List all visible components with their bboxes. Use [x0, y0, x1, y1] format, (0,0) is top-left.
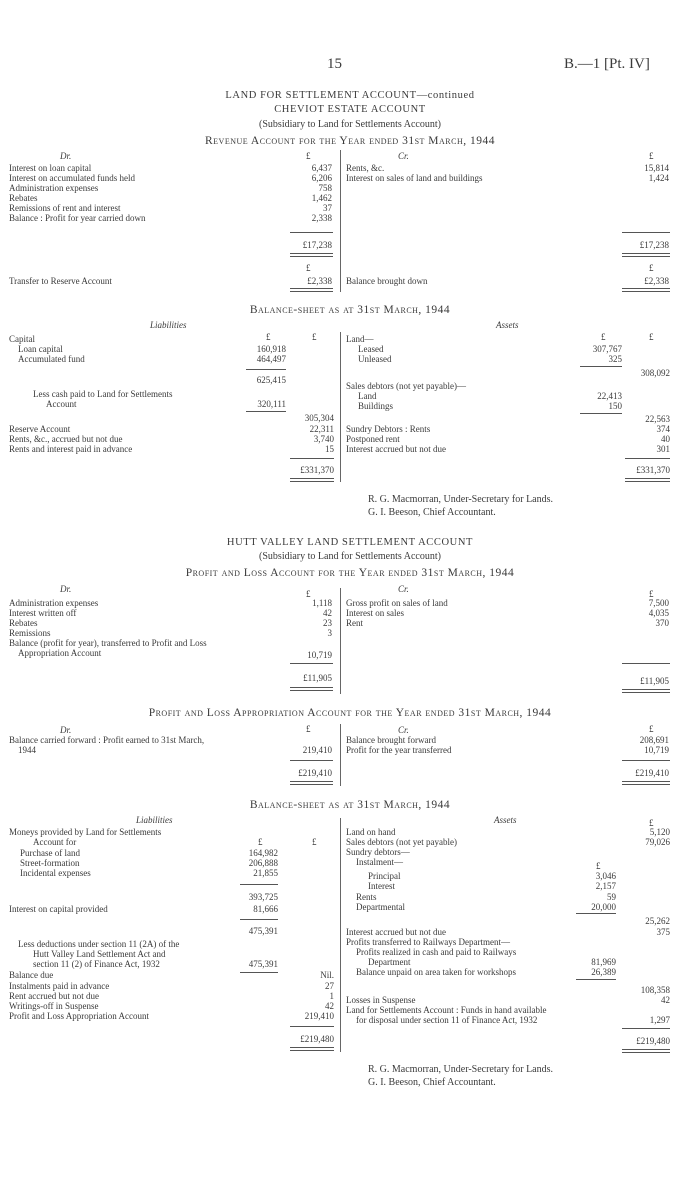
signature-line: G. I. Beeson, Chief Accountant.	[368, 1077, 496, 1088]
subtotal-rule	[246, 369, 286, 370]
ledger-label: Less cash paid to Land for Settlements	[33, 389, 173, 399]
ledger-label: Moneys provided by Land for Settlements	[9, 827, 162, 837]
double-rule	[290, 253, 333, 257]
subtotal-rule	[580, 366, 622, 367]
ledger-label: section 11 (2) of Finance Act, 1932	[33, 959, 160, 969]
cr-label: Cr.	[398, 584, 409, 594]
dr-label: Dr.	[60, 584, 72, 594]
ledger-label: Accumulated fund	[18, 354, 85, 364]
ledger-label: Rebates	[9, 618, 38, 628]
ledger-amount: 208,691	[639, 735, 669, 745]
ledger-amount: 42	[325, 1001, 334, 1011]
ledger-amount: 1,118	[312, 598, 332, 608]
double-rule	[290, 288, 333, 292]
ledger-amount: 26,389	[591, 967, 616, 977]
ledger-amount: 42	[661, 995, 670, 1005]
ledger-label: Street-formation	[20, 858, 80, 868]
double-rule	[622, 1049, 670, 1053]
ledger-amount: 375	[656, 927, 670, 937]
ledger-label: Loan capital	[18, 344, 63, 354]
ledger-label: Sundry debtors—	[346, 847, 410, 857]
total-rule	[622, 663, 670, 664]
assets-label: Assets	[496, 320, 519, 330]
column-divider	[340, 332, 341, 482]
ledger-amount: 22,563	[645, 414, 670, 424]
ledger-amount: £2,338	[307, 276, 332, 286]
ledger-amount: 1,462	[311, 193, 332, 203]
ledger-amount: 79,026	[645, 837, 670, 847]
signature-line: G. I. Beeson, Chief Accountant.	[368, 507, 496, 518]
credit-total: £219,410	[635, 768, 669, 778]
ledger-label: Land on hand	[346, 827, 396, 837]
pound-sign: £	[266, 332, 271, 342]
signature-line: R. G. Macmorran, Under-Secretary for Lands.	[368, 494, 554, 505]
subtotal-rule	[240, 972, 278, 973]
ledger-amount: 625,415	[256, 375, 286, 385]
ledger-label: Rents, &c., accrued but not due	[9, 434, 123, 444]
ledger-amount: 15,814	[644, 163, 669, 173]
ledger-label: Profits transferred to Railways Department—	[346, 937, 510, 947]
ledger-label: Interest accrued but not due	[346, 927, 446, 937]
ledger-label: Rent accrued but not due	[9, 991, 99, 1001]
ledger-label: Gross profit on sales of land	[346, 598, 448, 608]
ledger-label: Balance (profit for year), transferred to Profit and Loss	[9, 638, 207, 648]
ledger-amount: 370	[655, 618, 669, 628]
debit-total: £11,905	[303, 673, 332, 683]
ledger-amount: 22,311	[309, 424, 334, 434]
subtotal-rule	[576, 979, 616, 980]
total-rule	[622, 1028, 670, 1029]
total-rule	[290, 760, 333, 761]
ledger-amount: Nil.	[320, 970, 334, 980]
ledger-amount: 22,413	[597, 391, 622, 401]
ledger-label: Principal	[368, 871, 401, 881]
ledger-label: Buildings	[358, 401, 394, 411]
double-rule	[290, 478, 334, 482]
ledger-amount: 325	[608, 354, 622, 364]
credit-total: £17,238	[639, 240, 669, 250]
pound-sign: £	[649, 151, 654, 161]
total-rule	[290, 458, 334, 459]
ledger-label: Departmental	[356, 902, 405, 912]
ledger-label: Balance unpaid on area taken for workshops	[356, 967, 516, 977]
ledger-label: Rebates	[9, 193, 38, 203]
ledger-label: Balance due	[9, 970, 54, 980]
ledger-label: Rents and interest paid in advance	[9, 444, 133, 454]
ledger-amount: 301	[656, 444, 670, 454]
pound-sign: £	[649, 589, 654, 599]
ledger-amount: 10,719	[307, 650, 332, 660]
page-number: 15	[327, 56, 342, 72]
ledger-label: Account	[46, 399, 77, 409]
total-rule	[290, 1026, 334, 1027]
ledger-amount: 20,000	[591, 902, 616, 912]
ledger-amount: 59	[607, 892, 616, 902]
ledger-label: Land—	[346, 334, 374, 344]
revenue-account-title: Revenue Account for the Year ended 31st March, 1944	[205, 135, 495, 147]
column-divider	[340, 818, 341, 1052]
ledger-amount: 108,358	[640, 985, 670, 995]
ledger-label: Writings-off in Suspense	[9, 1001, 99, 1011]
ledger-amount: 7,500	[648, 598, 669, 608]
ledger-label: Profit and Loss Appropriation Account	[9, 1011, 149, 1021]
profit-loss-title: Profit and Loss Account for the Year ended 31st March, 1944	[185, 567, 515, 579]
column-divider	[340, 150, 341, 292]
ledger-label: Land	[358, 391, 377, 401]
ledger-label: Purchase of land	[20, 848, 80, 858]
ledger-amount: 15	[325, 444, 334, 454]
ledger-label: Rents, &c.	[346, 163, 385, 173]
ledger-amount: 25,262	[645, 916, 670, 926]
document-reference: B.—1 [Pt. IV]	[564, 56, 650, 72]
ledger-amount: 1	[329, 991, 334, 1001]
signature-line: R. G. Macmorran, Under-Secretary for Lands.	[368, 1064, 554, 1075]
ledger-label: Interest on capital provided	[9, 904, 108, 914]
ledger-amount: 37	[323, 203, 332, 213]
ledger-amount: 27	[325, 981, 334, 991]
ledger-amount: 475,391	[248, 959, 278, 969]
ledger-amount: 164,982	[248, 848, 278, 858]
subtotal-rule	[576, 913, 616, 914]
subtotal-rule	[240, 919, 278, 920]
column-divider	[340, 588, 341, 694]
ledger-label: Interest on accumulated funds held	[9, 173, 135, 183]
cr-label: Cr.	[398, 151, 409, 161]
ledger-label: Postponed rent	[346, 434, 400, 444]
subsidiary-note: (Subsidiary to Land for Settlements Account)	[259, 551, 441, 562]
pound-sign: £	[312, 332, 317, 342]
double-rule	[290, 781, 333, 785]
subtotal-rule	[246, 411, 286, 412]
double-rule	[622, 689, 670, 693]
ledger-label: Balance carried forward : Profit earned to 31st March,	[9, 735, 205, 745]
pound-sign: £	[649, 263, 654, 273]
ledger-label: Rents	[356, 892, 377, 902]
column-divider	[340, 724, 341, 786]
ledger-label: Administration expenses	[9, 183, 99, 193]
ledger-label: Interest	[368, 881, 395, 891]
ledger-amount: 21,855	[253, 868, 278, 878]
pound-sign: £	[258, 837, 263, 847]
double-rule	[622, 253, 670, 257]
liabilities-total: £219,480	[300, 1034, 334, 1044]
ledger-label: Profits realized in cash and paid to Railways	[356, 947, 517, 957]
ledger-label: Profit for the year transferred	[346, 745, 452, 755]
ledger-label: Rent	[346, 618, 363, 628]
double-rule	[622, 781, 670, 785]
ledger-amount: 150	[608, 401, 622, 411]
ledger-label: Sales debtors (not yet payable)—	[346, 381, 466, 391]
ledger-label: Capital	[9, 334, 35, 344]
ledger-amount: 10,719	[644, 745, 669, 755]
pound-sign: £	[306, 263, 311, 273]
ledger-label: Appropriation Account	[18, 648, 102, 658]
credit-total: £11,905	[640, 676, 669, 686]
pound-sign: £	[649, 818, 654, 828]
ledger-label: Administration expenses	[9, 598, 99, 608]
ledger-amount: 6,437	[311, 163, 332, 173]
ledger-amount: 305,304	[304, 413, 334, 423]
ledger-label: Land for Settlements Account : Funds in hand available	[346, 1005, 547, 1015]
account-title: CHEVIOT ESTATE ACCOUNT	[274, 104, 426, 115]
subsidiary-note: (Subsidiary to Land for Settlements Account)	[259, 119, 441, 130]
appropriation-title: Profit and Loss Appropriation Account for the Year ended 31st March, 1944	[148, 707, 552, 719]
ledger-label: Interest accrued but not due	[346, 444, 446, 454]
ledger-label: Interest written off	[9, 608, 77, 618]
subtotal-rule	[240, 884, 278, 885]
liabilities-total: £331,370	[300, 465, 334, 475]
dr-label: Dr.	[60, 725, 72, 735]
pound-sign: £	[306, 151, 311, 161]
assets-total: £219,480	[636, 1036, 670, 1046]
ledger-label: Incidental expenses	[20, 868, 91, 878]
pound-sign: £	[601, 332, 606, 342]
ledger-amount: 4,035	[648, 608, 669, 618]
ledger-amount: 81,969	[591, 957, 616, 967]
assets-total: £331,370	[636, 465, 670, 475]
ledger-label: Remissions of rent and interest	[9, 203, 121, 213]
ledger-amount: 219,410	[304, 1011, 334, 1021]
ledger-amount: 1,424	[648, 173, 669, 183]
ledger-label: Unleased	[358, 354, 392, 364]
cr-label: Cr.	[398, 725, 409, 735]
ledger-amount: 1,297	[649, 1015, 670, 1025]
section-title: LAND FOR SETTLEMENT ACCOUNT—continued	[225, 90, 475, 101]
double-rule	[625, 478, 670, 482]
ledger-label: 1944	[18, 745, 36, 755]
total-rule	[290, 232, 333, 233]
pound-sign: £	[596, 861, 601, 871]
ledger-amount: 464,497	[256, 354, 286, 364]
pound-sign: £	[649, 332, 654, 342]
pound-sign: £	[306, 724, 311, 734]
ledger-label: Instalments paid in advance	[9, 981, 110, 991]
ledger-label: Remissions	[9, 628, 51, 638]
ledger-amount: 42	[323, 608, 332, 618]
ledger-label: Reserve Account	[9, 424, 71, 434]
ledger-label: for disposal under section 11 of Finance Act, 1932	[356, 1015, 538, 1025]
total-rule	[622, 232, 670, 233]
ledger-label: Balance : Profit for year carried down	[9, 213, 146, 223]
assets-label: Assets	[494, 815, 517, 825]
ledger-label: Sales debtors (not yet payable)	[346, 837, 457, 847]
ledger-label: Less deductions under section 11 (2A) of the	[18, 939, 180, 949]
ledger-amount: 3,046	[595, 871, 616, 881]
ledger-amount: 6,206	[311, 173, 332, 183]
liabilities-label: Liabilities	[150, 320, 187, 330]
ledger-amount: 374	[656, 424, 670, 434]
dr-label: Dr.	[60, 151, 72, 161]
ledger-label: Sundry Debtors : Rents	[346, 424, 431, 434]
ledger-label: Instalment—	[356, 857, 403, 867]
ledger-label: Account for	[33, 837, 77, 847]
pound-sign: £	[312, 837, 317, 847]
ledger-amount: 160,918	[256, 344, 286, 354]
ledger-amount: 206,888	[248, 858, 278, 868]
ledger-amount: 320,111	[257, 399, 286, 409]
ledger-label: Hutt Valley Land Settlement Act and	[33, 949, 166, 959]
ledger-amount: 81,666	[253, 904, 278, 914]
ledger-label: Leased	[358, 344, 384, 354]
debit-total: £219,410	[298, 768, 332, 778]
pound-sign: £	[306, 589, 311, 599]
ledger-amount: 3,740	[313, 434, 334, 444]
pound-sign: £	[649, 724, 654, 734]
ledger-amount: 308,092	[640, 368, 670, 378]
total-rule	[290, 663, 333, 664]
ledger-amount: 307,767	[592, 344, 622, 354]
ledger-label: Interest on sales	[346, 608, 404, 618]
debit-total: £17,238	[302, 240, 332, 250]
double-rule	[290, 1047, 334, 1051]
ledger-amount: 475,391	[248, 926, 278, 936]
ledger-label: Balance brought down	[346, 276, 428, 286]
liabilities-label: Liabilities	[136, 815, 173, 825]
ledger-label: Department	[368, 957, 411, 967]
balance-sheet-title: Balance-sheet as at 31st March, 1944	[249, 304, 451, 316]
ledger-amount: £2,338	[644, 276, 669, 286]
total-rule	[622, 760, 670, 761]
double-rule	[290, 687, 333, 691]
ledger-label: Interest on loan capital	[9, 163, 92, 173]
ledger-amount: 2,157	[595, 881, 616, 891]
account-title: HUTT VALLEY LAND SETTLEMENT ACCOUNT	[226, 537, 474, 548]
ledger-amount: 5,120	[649, 827, 670, 837]
balance-sheet-title: Balance-sheet as at 31st March, 1944	[249, 799, 451, 811]
total-rule	[625, 458, 670, 459]
ledger-amount: 758	[318, 183, 332, 193]
ledger-label: Transfer to Reserve Account	[9, 276, 112, 286]
double-rule	[622, 288, 670, 292]
ledger-amount: 393,725	[248, 892, 278, 902]
ledger-label: Balance brought forward	[346, 735, 436, 745]
ledger-amount: 23	[323, 618, 332, 628]
ledger-label: Interest on sales of land and buildings	[346, 173, 483, 183]
ledger-amount: 219,410	[302, 745, 332, 755]
ledger-amount: 40	[661, 434, 670, 444]
ledger-amount: 2,338	[311, 213, 332, 223]
ledger-label: Losses in Suspense	[346, 995, 416, 1005]
ledger-amount: 3	[327, 628, 332, 638]
